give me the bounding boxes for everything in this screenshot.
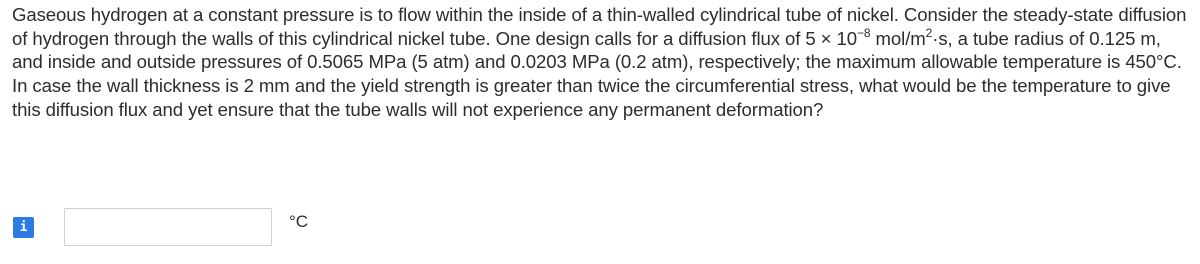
unit-label: °C	[289, 212, 309, 231]
temperature-answer-input[interactable]	[64, 208, 272, 246]
question-part-3: ·s, a tube radius of 0.125 m, and inside and outside pressures of 0.5065 MPa (5 atm) and 0.0203 MPa (0.2 atm), respectively; the maximum allowable temperature is 450°C. In case the wall thickness is 2 mm and the yield strength is greater than twice the circumferential stress, what would be the temperature to give this diffusion flux and yet ensure that the tube walls will not experience any permanent deformation?	[12, 27, 1182, 120]
question-text	[12, 3, 1192, 122]
area-exponent: 2	[925, 25, 933, 40]
info-icon[interactable]: i	[13, 217, 34, 238]
flux-exponent: −8	[856, 25, 871, 40]
question-part-1: Gaseous hydrogen at a constant pressure is to flow within the inside of a thin-walled cylindrical tube of nickel. Consider the steady-state diffusion of hydrogen through the walls of this cylindrical nickel tube. One design calls for a diffusion flux of 5 × 10	[12, 4, 1187, 49]
question-part-2: mol/m	[870, 27, 926, 49]
answer-row	[13, 206, 308, 248]
